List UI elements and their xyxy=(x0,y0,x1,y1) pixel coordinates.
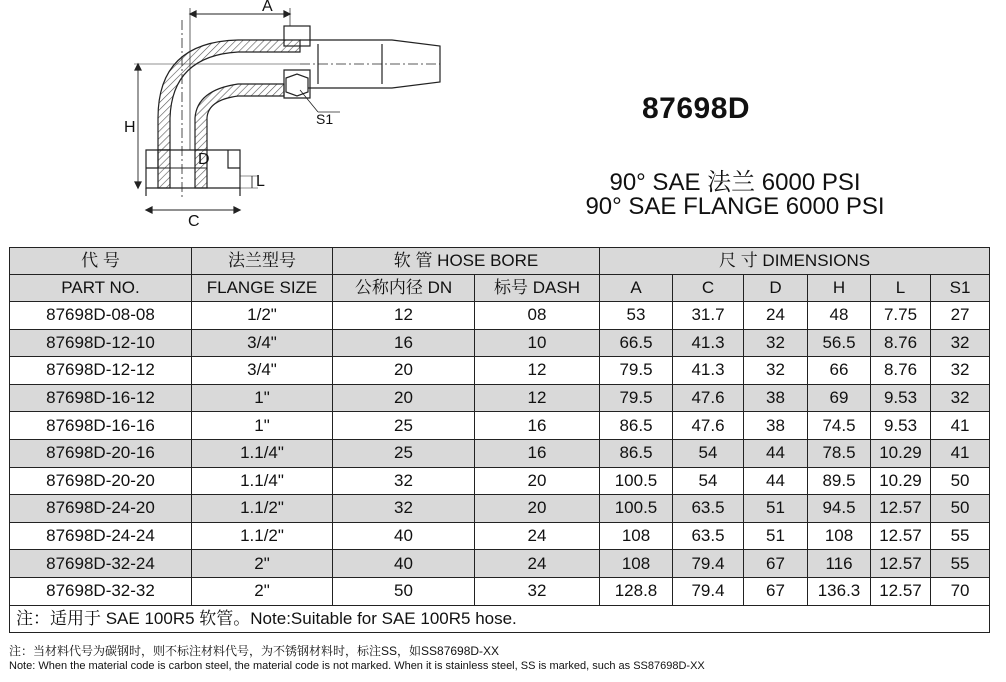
cell-l: 9.53 xyxy=(871,384,931,412)
cell-s1: 41 xyxy=(931,439,990,467)
cell-l: 12.57 xyxy=(871,577,931,605)
table-row xyxy=(10,439,990,467)
cell-part-no: 87698D-24-24 xyxy=(10,522,192,550)
cell-s1: 55 xyxy=(931,550,990,578)
fitting-body xyxy=(134,8,440,213)
cell-a: 128.8 xyxy=(600,577,673,605)
model-title: 87698D xyxy=(641,92,751,125)
cell-d: 32 xyxy=(744,357,808,385)
cell-c: 54 xyxy=(673,439,744,467)
cell-d: 44 xyxy=(744,439,808,467)
table-row xyxy=(10,302,990,330)
cell-c: 31.7 xyxy=(673,302,744,330)
cell-l: 12.57 xyxy=(871,495,931,523)
table-row xyxy=(10,522,990,550)
cell-flange-size: 2" xyxy=(192,577,333,605)
cell-s1: 32 xyxy=(931,329,990,357)
cell-flange-size: 1.1/2" xyxy=(192,495,333,523)
cell-dn: 25 xyxy=(333,439,475,467)
cell-flange-size: 1.1/2" xyxy=(192,522,333,550)
table-row xyxy=(10,357,990,385)
cell-flange-size: 2" xyxy=(192,550,333,578)
cell-dn: 40 xyxy=(333,522,475,550)
cell-d: 67 xyxy=(744,550,808,578)
cell-a: 100.5 xyxy=(600,495,673,523)
cell-flange-size: 1" xyxy=(192,384,333,412)
table-row xyxy=(10,467,990,495)
footnote-chinese: 注：当材料代号为碳钢时，则不标注材料代号，为不锈钢材料时，标注SS，如SS87698D-XX xyxy=(9,644,500,658)
cell-d: 51 xyxy=(744,522,808,550)
cell-dash: 24 xyxy=(475,550,600,578)
header-col-d: D xyxy=(744,275,808,302)
header-col-h: H xyxy=(808,275,871,302)
dim-label-h: H xyxy=(124,119,136,136)
cell-dash: 16 xyxy=(475,412,600,440)
cell-s1: 32 xyxy=(931,357,990,385)
header-dn: 公称内径 DN xyxy=(333,275,475,302)
cell-h: 56.5 xyxy=(808,329,871,357)
cell-d: 67 xyxy=(744,577,808,605)
cell-dn: 16 xyxy=(333,329,475,357)
cell-a: 108 xyxy=(600,522,673,550)
cell-c: 79.4 xyxy=(673,550,744,578)
cell-dn: 40 xyxy=(333,550,475,578)
table-body xyxy=(10,302,990,606)
cell-dash: 24 xyxy=(475,522,600,550)
table-note: 注：适用于 SAE 100R5 软管。Note:Suitable for SAE 100R5 hose. xyxy=(10,605,990,633)
cell-s1: 32 xyxy=(931,384,990,412)
cell-h: 69 xyxy=(808,384,871,412)
cell-d: 44 xyxy=(744,467,808,495)
cell-flange-size: 1.1/4" xyxy=(192,467,333,495)
cell-c: 41.3 xyxy=(673,357,744,385)
dim-label-c: C xyxy=(188,213,200,230)
cell-flange-size: 1.1/4" xyxy=(192,439,333,467)
footnote-english: Note: When the material code is carbon steel, the material code is not marked. When it is stainless steel, SS is marked, such as SS87698D-XX xyxy=(9,660,705,672)
table-note-row xyxy=(10,605,990,633)
cell-dash: 32 xyxy=(475,577,600,605)
cell-part-no: 87698D-32-24 xyxy=(10,550,192,578)
cell-d: 38 xyxy=(744,412,808,440)
header-col-l: L xyxy=(871,275,931,302)
cell-dash: 08 xyxy=(475,302,600,330)
cell-l: 8.76 xyxy=(871,357,931,385)
cell-a: 108 xyxy=(600,550,673,578)
cell-flange-size: 1" xyxy=(192,412,333,440)
cell-s1: 50 xyxy=(931,467,990,495)
cell-l: 7.75 xyxy=(871,302,931,330)
cell-h: 116 xyxy=(808,550,871,578)
table-row xyxy=(10,412,990,440)
cell-a: 86.5 xyxy=(600,439,673,467)
specification-table xyxy=(9,247,990,633)
header-flange-cn: 法兰型号 xyxy=(192,248,333,275)
cell-dn: 32 xyxy=(333,495,475,523)
header-col-a: A xyxy=(600,275,673,302)
cell-l: 10.29 xyxy=(871,439,931,467)
cell-c: 63.5 xyxy=(673,522,744,550)
table-row xyxy=(10,384,990,412)
cell-s1: 70 xyxy=(931,577,990,605)
cell-part-no: 87698D-12-12 xyxy=(10,357,192,385)
cell-dn: 32 xyxy=(333,467,475,495)
cell-dn: 20 xyxy=(333,384,475,412)
fitting-technical-drawing xyxy=(0,0,520,240)
subtitle-english: 90° SAE FLANGE 6000 PSI xyxy=(585,193,885,220)
cell-a: 79.5 xyxy=(600,357,673,385)
cell-part-no: 87698D-08-08 xyxy=(10,302,192,330)
table-row xyxy=(10,495,990,523)
cell-s1: 27 xyxy=(931,302,990,330)
table-row xyxy=(10,577,990,605)
header-dimensions: 尺 寸 DIMENSIONS xyxy=(600,248,990,275)
cell-h: 89.5 xyxy=(808,467,871,495)
cell-dn: 20 xyxy=(333,357,475,385)
cell-dash: 20 xyxy=(475,467,600,495)
cell-a: 53 xyxy=(600,302,673,330)
cell-s1: 41 xyxy=(931,412,990,440)
header-flange-size: FLANGE SIZE xyxy=(192,275,333,302)
cell-dn: 25 xyxy=(333,412,475,440)
cell-d: 51 xyxy=(744,495,808,523)
cell-d: 24 xyxy=(744,302,808,330)
cell-l: 10.29 xyxy=(871,467,931,495)
cell-flange-size: 3/4" xyxy=(192,357,333,385)
cell-dash: 16 xyxy=(475,439,600,467)
subtitle-chinese: 90° SAE 法兰 6000 PSI xyxy=(609,169,861,196)
cell-dash: 12 xyxy=(475,357,600,385)
cell-c: 47.6 xyxy=(673,412,744,440)
cell-h: 48 xyxy=(808,302,871,330)
cell-flange-size: 1/2" xyxy=(192,302,333,330)
cell-d: 32 xyxy=(744,329,808,357)
cell-a: 79.5 xyxy=(600,384,673,412)
cell-a: 66.5 xyxy=(600,329,673,357)
cell-c: 47.6 xyxy=(673,384,744,412)
cell-d: 38 xyxy=(744,384,808,412)
cell-part-no: 87698D-20-20 xyxy=(10,467,192,495)
header-col-s1: S1 xyxy=(931,275,990,302)
cell-dn: 50 xyxy=(333,577,475,605)
header-hose-bore: 软 管 HOSE BORE xyxy=(333,248,600,275)
dim-label-a: A xyxy=(262,0,273,15)
table-row xyxy=(10,550,990,578)
cell-l: 12.57 xyxy=(871,522,931,550)
table-header-row-1 xyxy=(10,248,990,275)
dim-label-l: L xyxy=(256,173,265,190)
header-dash: 标号 DASH xyxy=(475,275,600,302)
cell-c: 79.4 xyxy=(673,577,744,605)
cell-part-no: 87698D-12-10 xyxy=(10,329,192,357)
header-col-c: C xyxy=(673,275,744,302)
header-part-no: PART NO. xyxy=(10,275,192,302)
header-code-cn: 代 号 xyxy=(10,248,192,275)
table-row xyxy=(10,329,990,357)
cell-part-no: 87698D-16-12 xyxy=(10,384,192,412)
cell-l: 9.53 xyxy=(871,412,931,440)
cell-l: 12.57 xyxy=(871,550,931,578)
cell-h: 74.5 xyxy=(808,412,871,440)
dim-label-s1: S1 xyxy=(316,111,334,127)
cell-dash: 12 xyxy=(475,384,600,412)
cell-h: 78.5 xyxy=(808,439,871,467)
cell-s1: 50 xyxy=(931,495,990,523)
cell-flange-size: 3/4" xyxy=(192,329,333,357)
cell-dn: 12 xyxy=(333,302,475,330)
cell-c: 54 xyxy=(673,467,744,495)
cell-s1: 55 xyxy=(931,522,990,550)
cell-a: 86.5 xyxy=(600,412,673,440)
table-header-row-2 xyxy=(10,275,990,302)
cell-dash: 20 xyxy=(475,495,600,523)
cell-part-no: 87698D-20-16 xyxy=(10,439,192,467)
cell-dash: 10 xyxy=(475,329,600,357)
cell-h: 136.3 xyxy=(808,577,871,605)
cell-part-no: 87698D-32-32 xyxy=(10,577,192,605)
cell-part-no: 87698D-24-20 xyxy=(10,495,192,523)
cell-l: 8.76 xyxy=(871,329,931,357)
cell-c: 41.3 xyxy=(673,329,744,357)
cell-h: 108 xyxy=(808,522,871,550)
cell-h: 66 xyxy=(808,357,871,385)
cell-c: 63.5 xyxy=(673,495,744,523)
cell-h: 94.5 xyxy=(808,495,871,523)
dim-label-d: D xyxy=(198,151,210,168)
cell-a: 100.5 xyxy=(600,467,673,495)
cell-part-no: 87698D-16-16 xyxy=(10,412,192,440)
